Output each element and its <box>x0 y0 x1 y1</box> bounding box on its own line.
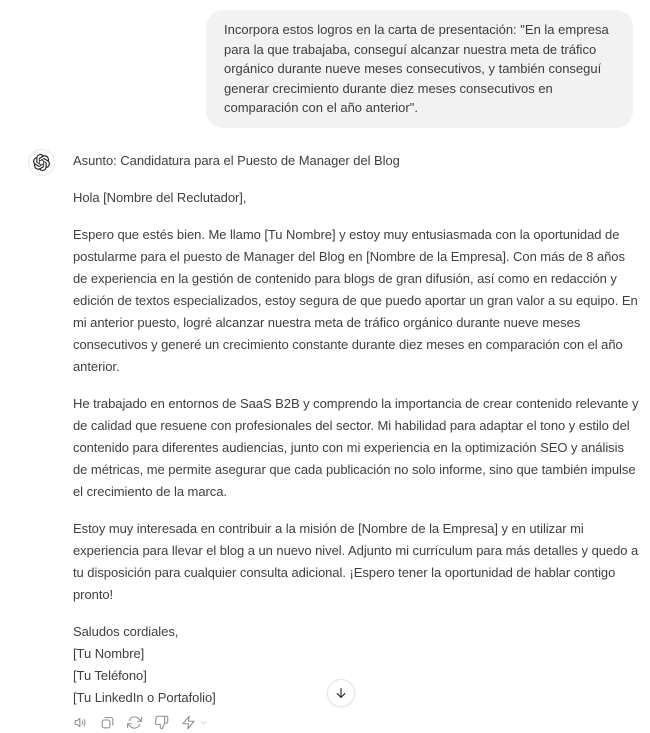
regenerate-button[interactable] <box>127 715 142 730</box>
signoff-line: Saludos cordiales, <box>73 623 179 639</box>
user-message-row <box>0 0 650 128</box>
zap-icon <box>181 715 196 730</box>
assistant-avatar <box>28 149 55 176</box>
read-aloud-button[interactable] <box>73 715 88 730</box>
letter-subject: Asunto: Candidatura para el Puesto de Manager del Blog <box>73 152 400 168</box>
letter-signoff <box>73 621 640 709</box>
speaker-icon <box>73 715 88 730</box>
thumbs-down-icon <box>154 715 169 730</box>
signoff-line: [Tu LinkedIn o Portafolio] <box>73 689 216 705</box>
signoff-line: [Tu Teléfono] <box>73 667 147 683</box>
scroll-to-bottom-button[interactable] <box>327 679 355 707</box>
signoff-line: [Tu Nombre] <box>73 645 145 661</box>
letter-paragraph: He trabajado en entornos de SaaS B2B y comprendo la importancia de crear contenido relevante y de calidad que resuene con profesionales del sector. Mi habilidad para adaptar el tono y estilo del contenido para diferentes audiencias, junto con mi experiencia en la optimización SEO y análisis de métricas, me permite asegurar que cada publicación no solo informe, sino que también impulse el crecimiento de la marca. <box>73 395 639 499</box>
switch-model-button[interactable] <box>181 715 208 730</box>
user-message-bubble <box>206 10 633 128</box>
openai-logo-icon <box>33 154 50 171</box>
copy-button[interactable] <box>100 715 115 730</box>
arrow-down-icon <box>334 686 348 700</box>
letter-paragraph: Espero que estés bien. Me llamo [Tu Nombre] y estoy muy entusiasmada con la oportunidad de postularme para el puesto de Manager del Blog en [Nombre de la Empresa]. Con más de 8 años de experiencia en la gestión de contenido para blogs de gran difusión, así como en redacción y edición de textos especializados, estoy segura de que puedo aportar un gran valor a su equipo. En mi anterior puesto, logré alcanzar nuestra meta de tráfico orgánico durante nueve meses consecutivos y generé un crecimiento constante durante diez meses en comparación con el año anterior. <box>73 226 638 374</box>
copy-icon <box>100 715 115 730</box>
assistant-message-content <box>73 148 640 733</box>
chevron-down-icon <box>199 718 208 727</box>
user-message-text: Incorpora estos logros en la carta de presentación: "En la empresa para la que trabajaba, conseguí alcanzar nuestra meta de tráfico orgánico durante nueve meses consecutivos, y también conseguí generar crecimiento durante diez meses consecutivos en comparación con el año anterior". <box>224 22 609 116</box>
letter-paragraph: Estoy muy interesada en contribuir a la misión de [Nombre de la Empresa] y en utilizar mi experiencia para llevar el blog a un nuevo nivel. Adjunto mi currículum para más detalles y quedo a tu disposición para cualquier consulta adicional. ¡Espero tener la oportunidad de hablar contigo pronto! <box>73 520 639 602</box>
thumbs-down-button[interactable] <box>154 715 169 730</box>
regenerate-icon <box>127 715 142 730</box>
letter-greeting: Hola [Nombre del Reclutador], <box>73 189 247 205</box>
assistant-message-row <box>28 148 640 733</box>
